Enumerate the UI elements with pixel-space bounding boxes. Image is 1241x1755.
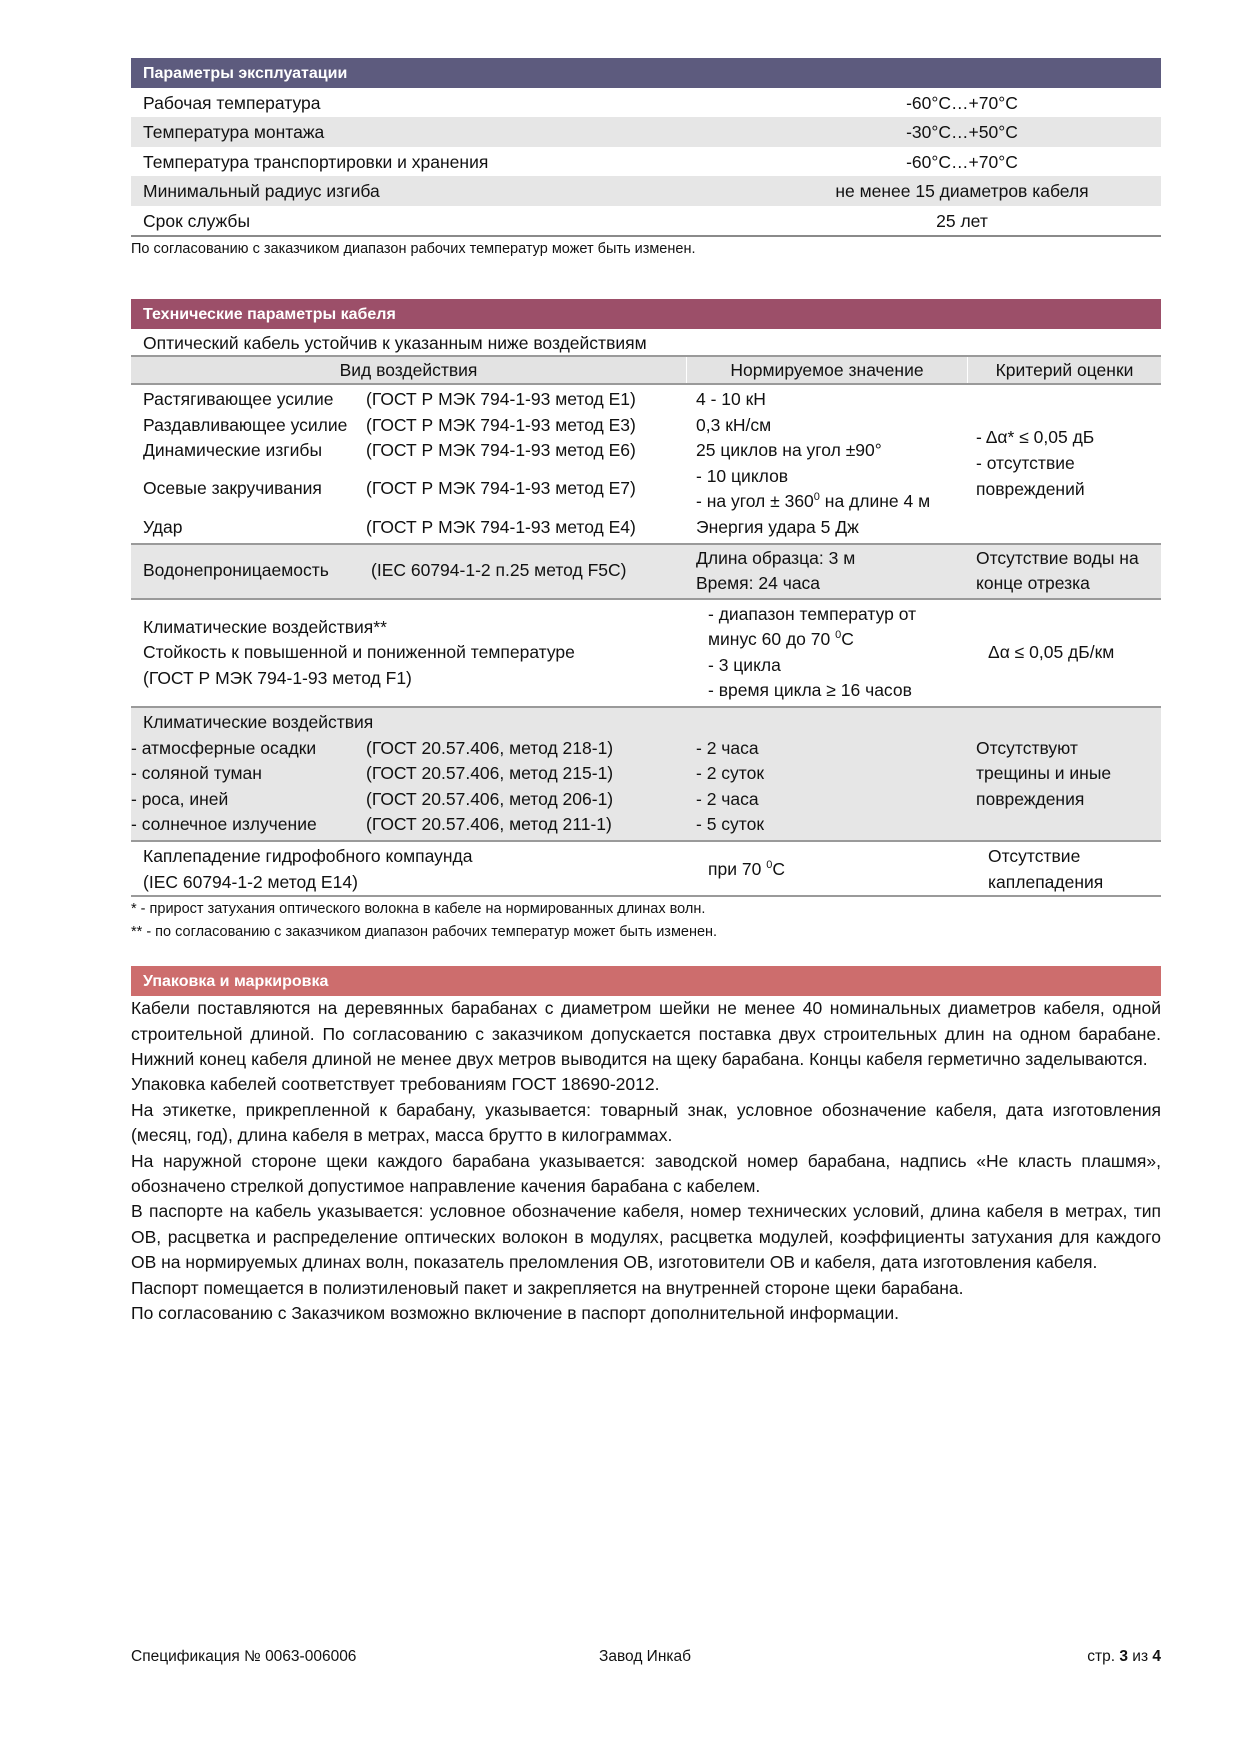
table-row <box>131 117 1161 146</box>
norm-value: - диапазон температур от <box>708 603 917 624</box>
page-footer <box>131 1648 1161 1666</box>
param-label: Срок службы <box>143 210 251 231</box>
table-row: Растягивающее усилие (ГОСТ Р МЭК 794-1-93 метод Е1) <box>143 388 636 409</box>
mechanical-impacts-group <box>131 385 1161 545</box>
operating-parameters-table <box>131 88 1161 237</box>
criterion-value: Отсутствие воды на конце отрезка <box>976 547 1139 594</box>
norm-value: - 2 суток <box>696 763 764 784</box>
norm-value: - 5 суток <box>696 814 764 835</box>
table-row: Динамические изгибы (ГОСТ Р МЭК 794-1-93 метод Е6) <box>143 440 636 461</box>
param-label: Рабочая температура <box>143 93 321 113</box>
footnotes <box>131 898 1161 944</box>
norm-value: - 10 циклов <box>696 465 789 486</box>
param-value: -60°С…+70°С <box>906 151 1018 172</box>
criterion-value: Δα ≤ 0,05 дБ/км <box>988 642 1115 663</box>
norm-value: Время: 24 часа <box>696 573 821 594</box>
norm-value: при 70 $^0$С <box>708 858 785 879</box>
packaging-section <box>131 966 1161 1326</box>
operating-parameters-header: Параметры эксплуатации <box>131 58 1161 88</box>
paragraph: Паспорт помещается в полиэтиленовый пакет и закрепляется на внутренней стороне щеки барабана. <box>131 1277 964 1298</box>
table-row: - атмосферные осадки (ГОСТ 20.57.406, метод 218-1) <box>131 737 614 758</box>
table-row <box>131 88 1161 117</box>
page-number: стр. 3 из 4 <box>1087 1648 1161 1665</box>
table-row: - соляной туман (ГОСТ 20.57.406, метод 215-1) <box>131 763 614 784</box>
norm-value: 4 - 10 кН <box>696 388 766 409</box>
norm-value: 25 циклов на угол ±90° <box>696 440 882 461</box>
norm-value: - на угол ± $360^0$ на длине 4 м <box>696 491 931 512</box>
compound-dripping-group: Каплепадение гидрофобного компаунда (IEC 60794-1-2 метод Е14) при 70 $^0$С Отсутствие каплепадения <box>131 842 1161 897</box>
column-header-criterion: Критерий оценки <box>967 357 1161 383</box>
operating-parameters-section <box>131 58 1161 259</box>
paragraph: Кабели поставляются на деревянных барабанах с диаметром шейки не менее 40 номинальных диаметров кабеля, одной строительной длиной. По согласованию с заказчиком допускается поставка двух строительных длин на одном барабане. Нижний конец кабеля длиной не менее двух метров выводится на щеку барабана. Концы кабеля герметично заделываются. <box>131 998 1161 1070</box>
param-label: Температура транспортировки и хранения <box>143 151 489 172</box>
paragraph: По согласованию с Заказчиком возможно включение в паспорт дополнительной информации. <box>131 1303 900 1324</box>
table-row: Осевые закручивания (ГОСТ Р МЭК 794-1-93 метод Е7) <box>143 478 636 499</box>
table-row <box>131 176 1161 205</box>
param-value: 25 лет <box>936 210 988 231</box>
operating-note: По согласованию с заказчиком диапазон рабочих температур может быть изменен. <box>131 240 696 257</box>
technical-parameters-section <box>131 299 1161 944</box>
criterion-value: Отсутствуют трещины и иные повреждения <box>976 737 1112 809</box>
table-row: - солнечное излучение (ГОСТ 20.57.406, метод 211-1) <box>131 814 612 835</box>
table-row: Удар (ГОСТ Р МЭК 794-1-93 метод Е4) <box>143 516 636 537</box>
technical-parameters-header: Технические параметры кабеля <box>131 299 1161 329</box>
company-name: Завод Инкаб <box>599 1648 691 1665</box>
table-header-row <box>131 355 1161 385</box>
paragraph: Упаковка кабелей соответствует требованиям ГОСТ 18690-2012. <box>131 1074 660 1095</box>
table-row: Раздавливающее усилие (ГОСТ Р МЭК 794-1-93 метод Е3) <box>143 414 636 435</box>
footnote: * - прирост затухания оптического волокна в кабеле на нормированных длинах волн. <box>131 901 706 918</box>
norm-value: - 2 часа <box>696 737 759 758</box>
norm-value: Энергия удара 5 Дж <box>696 516 859 537</box>
column-header-norm: Нормируемое значение <box>686 357 967 383</box>
norm-value: - время цикла ≥ 16 часов <box>708 680 912 701</box>
param-value: -30°С…+50°С <box>906 122 1018 143</box>
param-value: не менее 15 диаметров кабеля <box>835 181 1089 202</box>
norm-value: - 3 цикла <box>708 654 781 675</box>
criterion-value: - Δα* ≤ 0,05 дБ - отсутствие повреждений <box>976 427 1095 499</box>
document-page <box>131 58 1161 1327</box>
paragraph: В паспорте на кабель указывается: условное обозначение кабеля, номер технических условий, длина кабеля в метрах, тип ОВ, расцветка и распределение оптических волокон в модулях, расцветка модулей, коэффициенты затухания для каждого ОВ на нормируемых длинах волн, показатель преломления ОВ, изготовители ОВ и кабеля, дата изготовления кабеля. <box>131 1201 1161 1273</box>
footnote: ** - по согласованию с заказчиком диапазон рабочих температур может быть изменен. <box>131 924 718 941</box>
table-row: - роса, иней (ГОСТ 20.57.406, метод 206-1) <box>131 788 614 809</box>
paragraph: На наружной стороне щеки каждого барабана указывается: заводской номер барабана, надпись «Не класть плашмя», обозначено стрелкой допустимое направление качения барабана с кабелем. <box>131 1150 1161 1197</box>
group-title: Климатические воздействия <box>143 712 374 733</box>
technical-intro: Оптический кабель устойчив к указанным ниже воздействиям <box>143 332 647 353</box>
packaging-header: Упаковка и маркировка <box>131 966 1161 996</box>
climatic-temperature-group: Климатические воздействия** Стойкость к повышенной и пониженной температуре (ГОСТ Р МЭК 794-1-93 метод F1) - диапазон температур от минус 60 до 70 $^0$С - 3 цикла - время цикла ≥ 16 часов Δα ≤ 0,05 дБ/км <box>131 600 1161 708</box>
water-tightness-group <box>131 545 1161 600</box>
norm-value: 0,3 кН/см <box>696 414 772 435</box>
norm-value: минус 60 до 70 $^0$С <box>708 629 854 650</box>
spec-number: Спецификация № 0063-006006 <box>131 1648 357 1665</box>
table-row: Водонепроницаемость (IEC 60794-1-2 п.25 метод F5C) <box>143 560 627 581</box>
climatic-impacts-group <box>131 708 1161 842</box>
param-label: Минимальный радиус изгиба <box>143 181 380 202</box>
packaging-text <box>131 996 1161 1326</box>
paragraph: На этикетке, прикрепленной к барабану, указывается: товарный знак, условное обозначение кабеля, дата изготовления (месяц, год), длина кабеля в метрах, масса брутто в килограммах. <box>131 1099 1161 1146</box>
table-row <box>131 206 1161 235</box>
criterion-value: Отсутствие каплепадения <box>988 846 1104 892</box>
norm-value: Длина образца: 3 м <box>696 547 856 568</box>
table-row <box>131 147 1161 176</box>
column-header-impact: Вид воздействия <box>339 359 478 380</box>
norm-value: - 2 часа <box>696 788 759 809</box>
param-value: -60°С…+70°С <box>906 93 1018 113</box>
param-label: Температура монтажа <box>143 122 325 143</box>
